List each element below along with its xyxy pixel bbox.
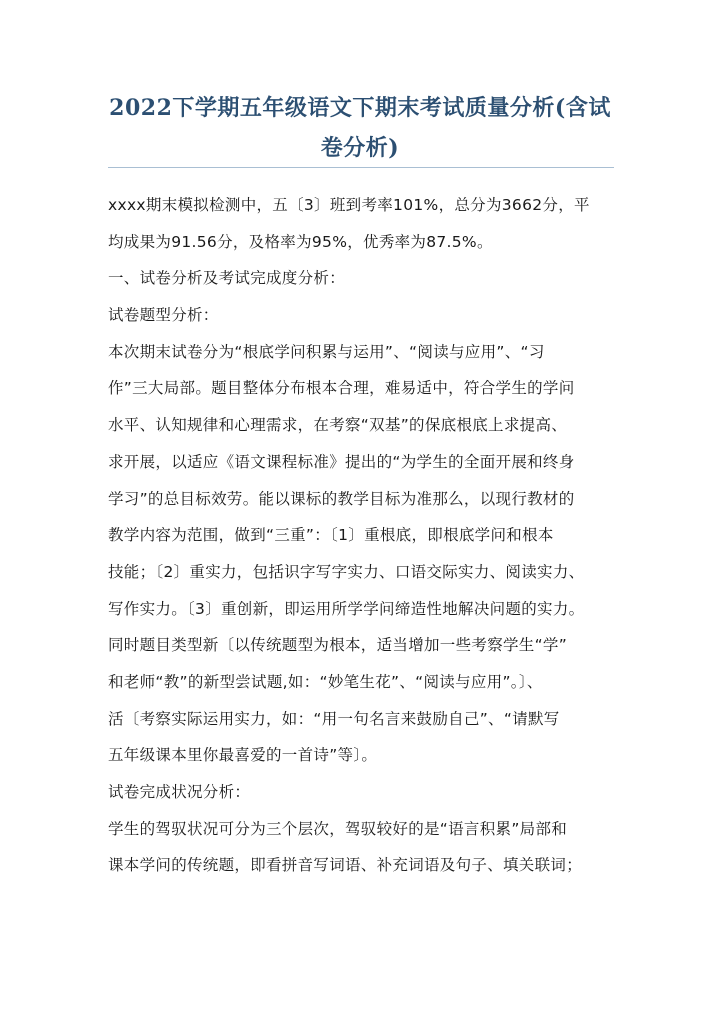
- document-title-line-1: 2022下学期五年级语文下期末考试质量分析(含试: [109, 95, 611, 121]
- body-line: 技能；〔2〕重实力，包括识字写字实力、口语交际实力、阅读实力、: [108, 562, 585, 581]
- title-divider: [108, 167, 614, 168]
- body-line: 写作实力。〔3〕重创新，即运用所学学问缔造性地解决问题的实力。: [108, 599, 585, 618]
- body-line: 均成果为91.56分，及格率为95%，优秀率为87.5%。: [108, 232, 493, 251]
- body-line: 学习”的总目标效劳。能以课标的教学目标为准那么，以现行教材的: [108, 489, 575, 508]
- subsection-heading: 试卷完成状况分析：: [108, 783, 251, 801]
- body-line: 学生的驾驭状况可分为三个层次，驾驭较好的是“语言积累”局部和: [108, 819, 568, 838]
- document-title-line-2: 卷分析): [320, 135, 400, 161]
- body-line: 同时题目类型新〔以传统题型为根本，适当增加一些考察学生“学”: [108, 636, 568, 655]
- body-line: 本次期末试卷分为“根底学问积累与运用”、“阅读与应用”、“习: [108, 342, 545, 361]
- body-line: 水平、认知规律和心理需求，在考察“双基”的保底根底上求提高、: [108, 416, 568, 435]
- body-line: xxxx期末模拟检测中，五〔3〕班到考率101%，总分为3662分，平: [108, 196, 590, 214]
- body-line: 求开展，以适应《语文课程标准》提出的“为学生的全面开展和终身: [108, 452, 575, 471]
- body-line: 五年级课本里你最喜爱的一首诗”等〕。: [108, 746, 378, 765]
- body-line: 课本学问的传统题，即看拼音写词语、补充词语及句子、填关联词；: [108, 856, 583, 875]
- body-line: 活〔考察实际运用实力，如：“用一句名言来鼓励自己”、“请默写: [108, 709, 560, 728]
- document-body: [108, 187, 628, 884]
- body-line: 教学内容为范围，做到“三重”：〔1〕重根底，即根底学问和根本: [108, 526, 554, 545]
- body-line: 和老师“教”的新型尝试题,如：“妙笔生花”、“阅读与应用”。〕、: [108, 672, 543, 691]
- subsection-heading: 试卷题型分析：: [108, 306, 219, 325]
- body-line: 作”三大局部。题目整体分布根本合理，难易适中，符合学生的学问: [108, 379, 575, 398]
- section-heading: 一、试卷分析及考试完成度分析：: [108, 269, 346, 288]
